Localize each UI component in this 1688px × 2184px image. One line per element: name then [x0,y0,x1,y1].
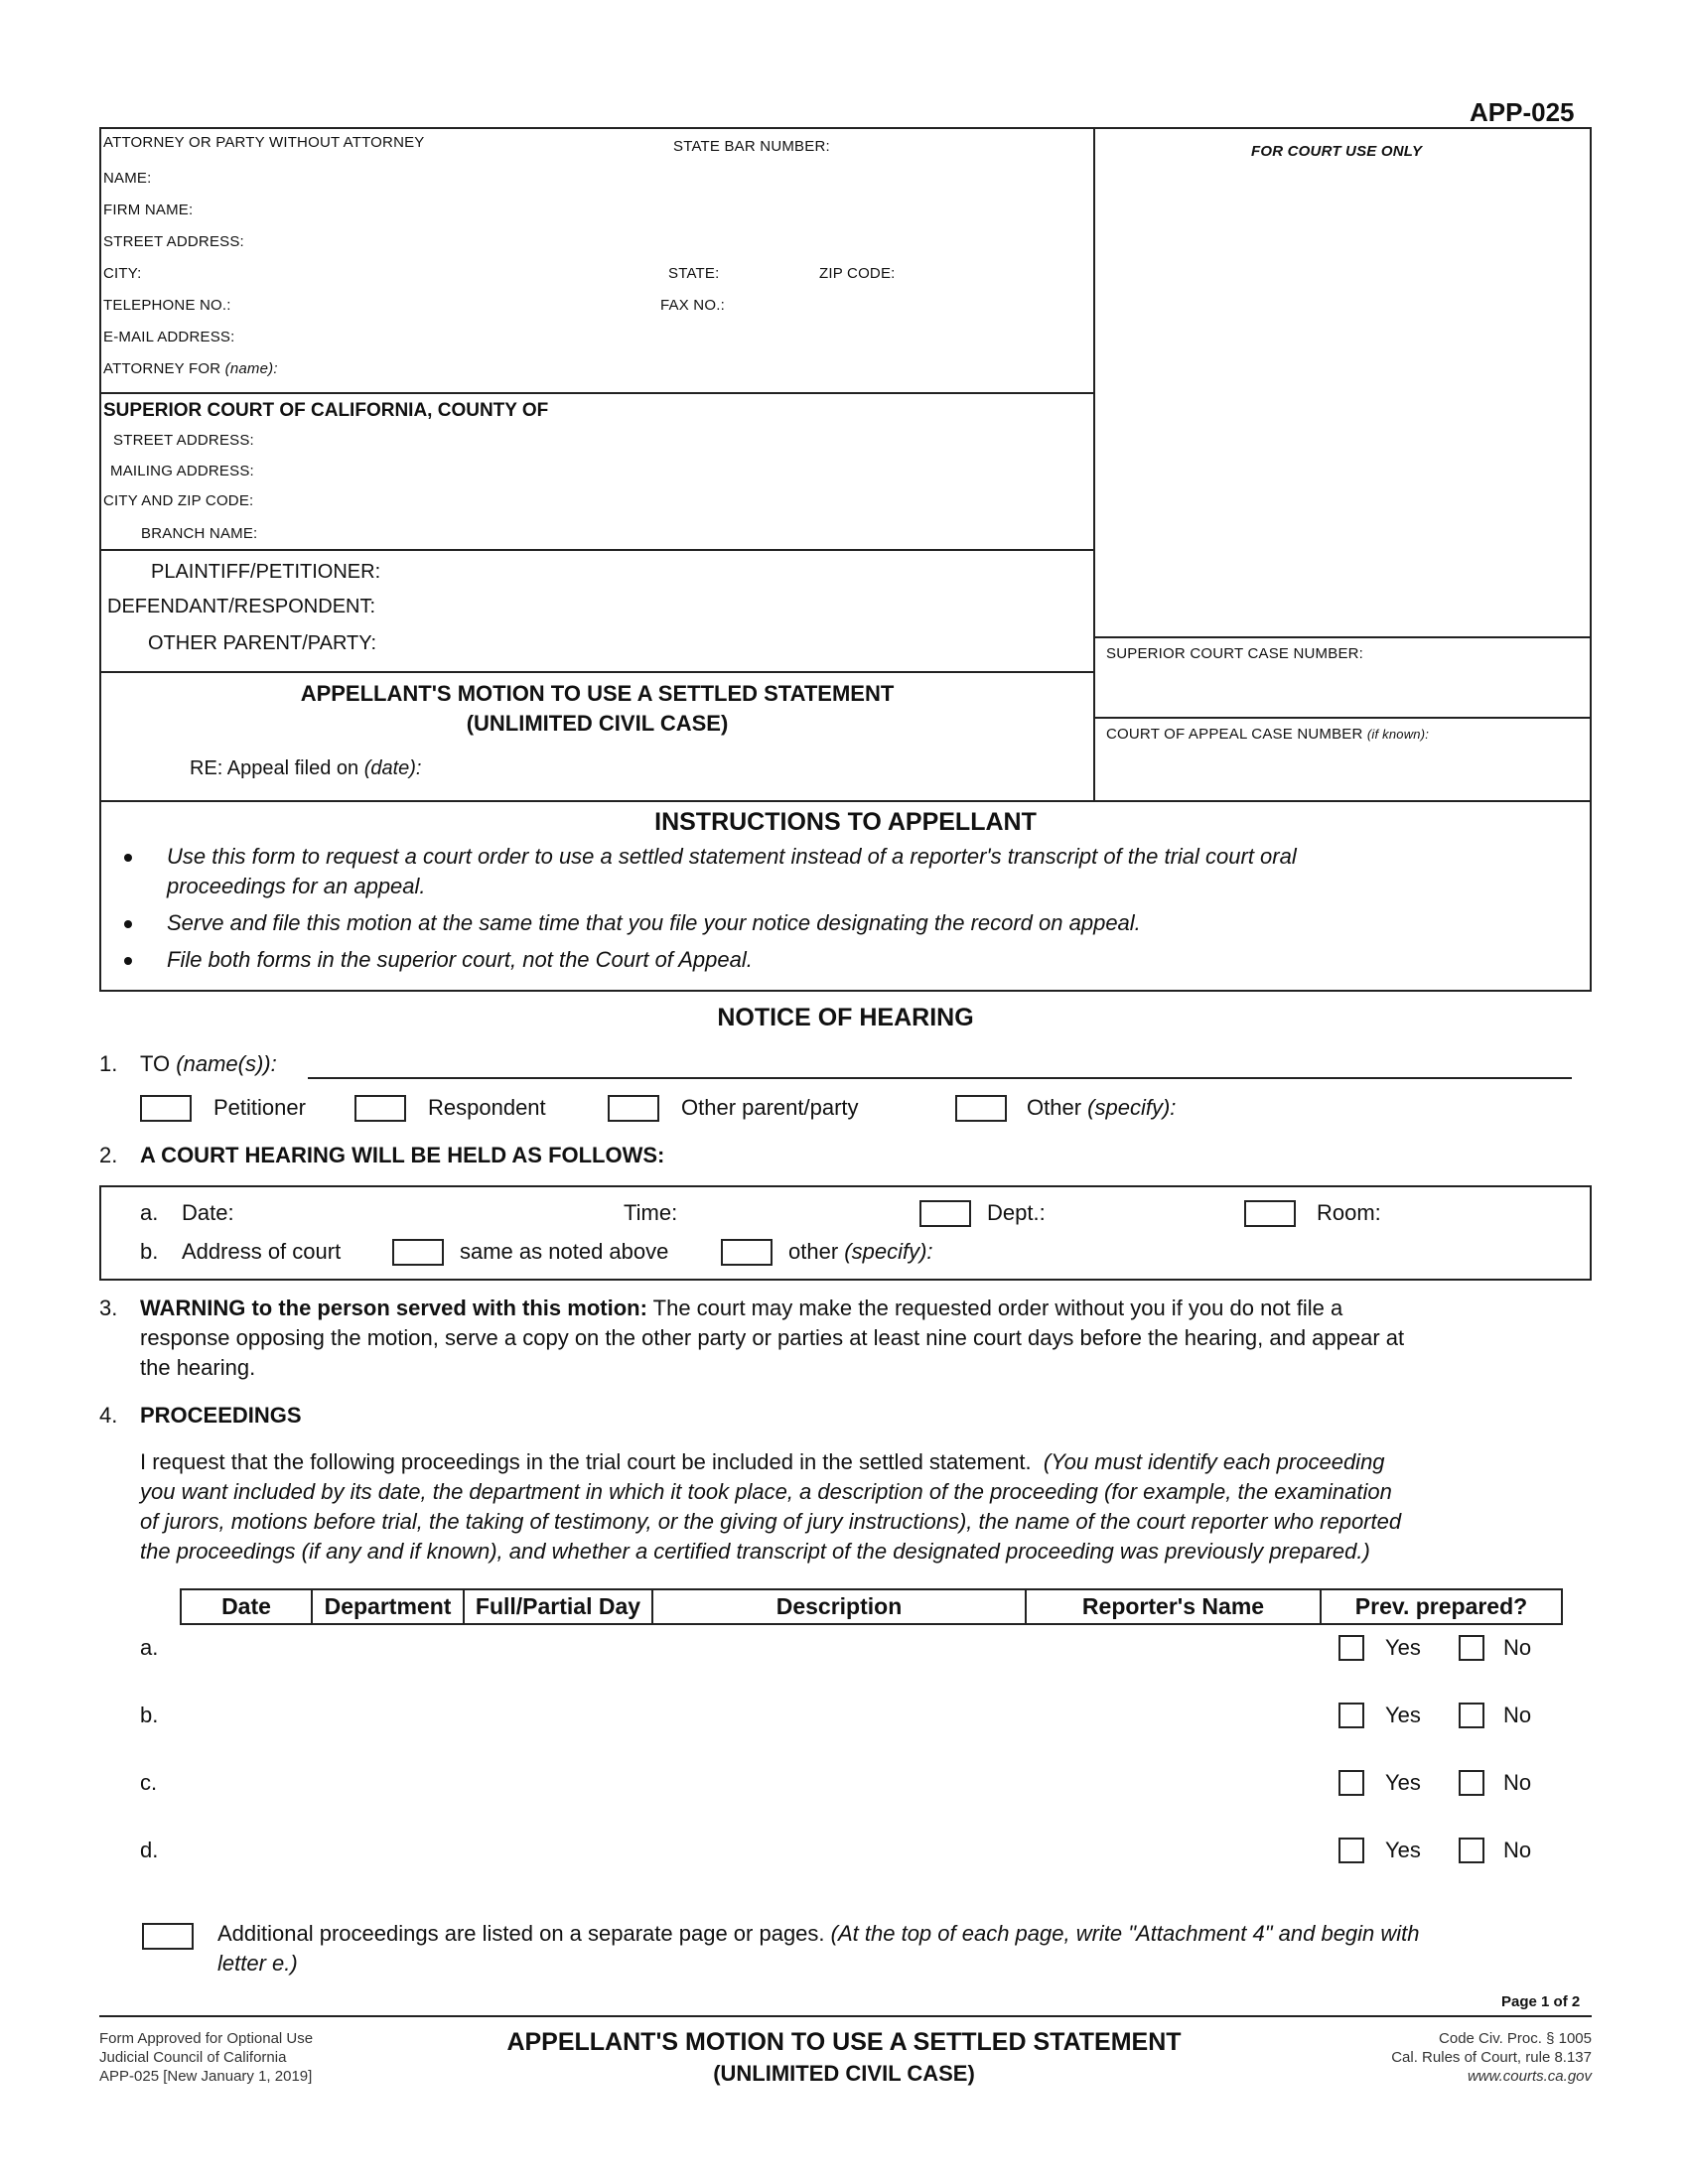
other-parent-label: Other parent/party [681,1095,859,1120]
appeal-filed-label: RE: Appeal filed on (date): [190,757,422,779]
other-party-label: OTHER PARENT/PARTY: [148,632,377,654]
column-header-reporter: Reporter's Name [1025,1590,1320,1623]
instructions-heading: INSTRUCTIONS TO APPELLANT [654,808,1037,836]
no-label: No [1503,1635,1532,1660]
appeal-case-number-label: COURT OF APPEAL CASE NUMBER (if known): [1106,726,1430,743]
column-header-department: Department [311,1590,463,1623]
zip-code-label: ZIP CODE: [819,265,896,282]
column-header-day: Full/Partial Day [463,1590,651,1623]
bullet-icon [124,957,132,965]
proceedings-line-2: you want included by its date, the department in which it took place, a description of the proceeding (for example, the examination [140,1479,1392,1504]
item-2-number: 2. [99,1143,118,1167]
proceedings-line-4: the proceedings (if any and if known), and whether a certified transcript of the designated proceeding was previously prepared.) [140,1539,1370,1564]
other-address-label: other (specify): [788,1239,933,1264]
court-title: SUPERIOR COURT OF CALIFORNIA, COUNTY OF [103,400,549,421]
court-mailing-label: MAILING ADDRESS: [110,463,254,479]
telephone-label: TELEPHONE NO.: [103,297,231,314]
proceedings-table-header [180,1588,1563,1625]
yes-label: Yes [1385,1635,1421,1660]
footer-subtitle: (UNLIMITED CIVIL CASE) [713,2061,975,2086]
attorney-label: ATTORNEY OR PARTY WITHOUT ATTORNEY [103,134,425,151]
no-label: No [1503,1703,1532,1727]
petitioner-checkbox[interactable] [140,1095,192,1122]
row-b-no-checkbox[interactable] [1459,1703,1484,1728]
footer-council: Judicial Council of California [99,2049,287,2066]
yes-label: Yes [1385,1838,1421,1862]
proceedings-heading: PROCEEDINGS [140,1403,302,1428]
same-address-checkbox[interactable] [392,1239,444,1266]
row-c-yes-checkbox[interactable] [1338,1770,1364,1796]
instruction-3: File both forms in the superior court, not the Court of Appeal. [167,947,753,972]
form-id: APP-025 [1470,97,1575,127]
court-section-top [99,392,1095,394]
motion-subtitle: (UNLIMITED CIVIL CASE) [466,711,729,736]
footer-website[interactable]: www.courts.ca.gov [1467,2068,1592,2085]
hearing-time-label: Time: [624,1200,678,1225]
additional-proceedings-text: Additional proceedings are listed on a separate page or pages. (At the top of each page, write "Attachment 4" and begin with [217,1921,1420,1946]
parties-section-top [99,549,1095,551]
other-label: Other (specify): [1027,1095,1177,1120]
bullet-icon [124,920,132,928]
footer-approved: Form Approved for Optional Use [99,2030,314,2047]
proceedings-intro: I request that the following proceedings in the trial court be included in the settled statement. (You must identify each proceeding [140,1449,1385,1474]
no-label: No [1503,1838,1532,1862]
footer-form-rev: APP-025 [New January 1, 2019] [99,2068,313,2085]
footer-title: APPELLANT'S MOTION TO USE A SETTLED STATEMENT [506,2028,1182,2056]
instruction-2: Serve and file this motion at the same time that you file your notice designating the record on appeal. [167,910,1141,935]
firm-name-label: FIRM NAME: [103,202,194,218]
additional-proceedings-text-cont: letter e.) [217,1951,298,1976]
row-b-yes-checkbox[interactable] [1338,1703,1364,1728]
superior-case-number-label: SUPERIOR COURT CASE NUMBER: [1106,645,1364,662]
for-court-use-label: FOR COURT USE ONLY [1251,143,1423,160]
item-1-number: 1. [99,1051,118,1076]
yes-label: Yes [1385,1770,1421,1795]
item-3-number: 3. [99,1296,118,1320]
plaintiff-label: PLAINTIFF/PETITIONER: [151,561,381,583]
item-4-number: 4. [99,1403,118,1428]
row-c-no-checkbox[interactable] [1459,1770,1484,1796]
court-branch-label: BRANCH NAME: [141,525,258,542]
row-a-yes-checkbox[interactable] [1338,1635,1364,1661]
state-bar-label: STATE BAR NUMBER: [673,138,830,155]
city-label: CITY: [103,265,142,282]
room-checkbox[interactable] [1244,1200,1296,1227]
footer-rule [99,2015,1592,2017]
proceedings-line-3: of jurors, motions before trial, the taking of testimony, or the giving of jury instructions), the name of the court reporter who reported [140,1509,1402,1534]
row-a-no-checkbox[interactable] [1459,1635,1484,1661]
court-city-zip-label: CITY AND ZIP CODE: [103,492,254,509]
no-label: No [1503,1770,1532,1795]
appeal-number-top [1093,717,1592,719]
row-label: b. [140,1703,159,1727]
to-names-line[interactable] [308,1077,1572,1079]
hearing-date-label: Date: [182,1200,234,1225]
warning-line-1: WARNING to the person served with this motion: The court may make the requested order without you if you do not file a [140,1296,1343,1320]
dept-checkbox[interactable] [919,1200,971,1227]
page-number: Page 1 of 2 [1501,1993,1581,2010]
other-parent-checkbox[interactable] [608,1095,659,1122]
row-label: d. [140,1838,159,1862]
email-label: E-MAIL ADDRESS: [103,329,235,345]
hearing-a-label: a. [140,1200,159,1225]
case-number-top [1093,636,1592,638]
notice-heading: NOTICE OF HEARING [717,1004,974,1031]
row-label: c. [140,1770,158,1795]
court-address-label: Address of court [182,1239,342,1264]
row-label: a. [140,1635,159,1660]
instruction-1-cont: proceedings for an appeal. [167,874,426,898]
state-label: STATE: [668,265,720,282]
court-street-label: STREET ADDRESS: [113,432,254,449]
footer-code: Code Civ. Proc. § 1005 [1439,2030,1592,2047]
name-label: NAME: [103,170,152,187]
yes-label: Yes [1385,1703,1421,1727]
footer-rules: Cal. Rules of Court, rule 8.137 [1391,2049,1592,2066]
warning-line-3: the hearing. [140,1355,256,1380]
row-d-yes-checkbox[interactable] [1338,1838,1364,1863]
title-section-top [99,671,1095,673]
hearing-b-label: b. [140,1239,159,1264]
column-header-description: Description [651,1590,1025,1623]
bullet-icon [124,854,132,862]
to-label: TO (name(s)): [140,1051,277,1076]
same-address-label: same as noted above [460,1239,669,1264]
other-checkbox[interactable] [955,1095,1007,1122]
motion-title: APPELLANT'S MOTION TO USE A SETTLED STATEMENT [300,681,895,706]
hearing-dept-label: Dept.: [987,1200,1046,1225]
hearing-room-label: Room: [1317,1200,1381,1225]
attorney-for-label: ATTORNEY FOR (name): [103,360,278,377]
column-header-prev-prepared: Prev. prepared? [1320,1590,1561,1623]
defendant-label: DEFENDANT/RESPONDENT: [107,596,376,617]
respondent-label: Respondent [428,1095,546,1120]
row-d-no-checkbox[interactable] [1459,1838,1484,1863]
hearing-heading: A COURT HEARING WILL BE HELD AS FOLLOWS: [140,1143,665,1167]
additional-proceedings-checkbox[interactable] [142,1923,194,1950]
respondent-checkbox[interactable] [354,1095,406,1122]
fax-label: FAX NO.: [660,297,725,314]
warning-line-2: response opposing the motion, serve a copy on the other party or parties at least nine court days before the hearing, and appear at [140,1325,1405,1350]
instruction-1: Use this form to request a court order to use a settled statement instead of a reporter's transcript of the trial court oral [167,844,1297,869]
street-address-label: STREET ADDRESS: [103,233,244,250]
other-address-checkbox[interactable] [721,1239,773,1266]
petitioner-label: Petitioner [213,1095,306,1120]
column-header-date: Date [221,1593,271,1619]
